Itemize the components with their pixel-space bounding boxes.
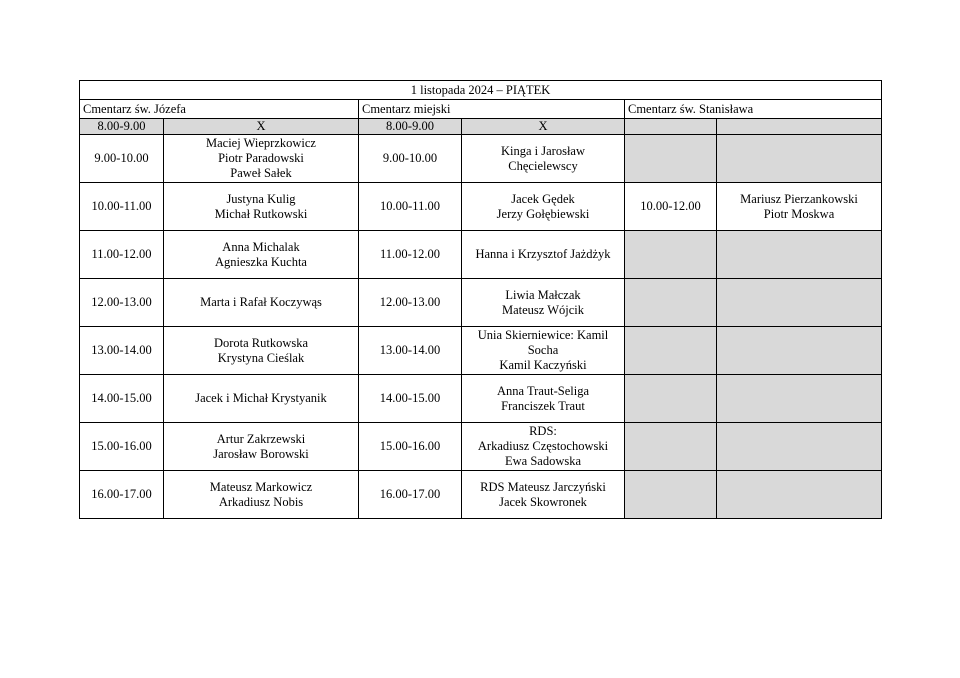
miejski-time-cell: 13.00-14.00 [359,327,462,375]
miejski-names-cell [462,423,625,471]
stanislaw-time-cell [625,375,717,423]
time-slot-row [80,279,882,327]
time-slot-row [80,471,882,519]
miejski-names-cell [462,327,625,375]
miejski-time-cell: 10.00-11.00 [359,183,462,231]
person-name: Chęcielewscy [508,158,578,173]
cemetery-stanislaw-header: Cmentarz św. Stanisława [625,100,882,119]
person-name: Ewa Sadowska [504,454,582,468]
stanislaw-first-time [625,119,717,135]
person-name: Kamil Kaczyński [499,358,587,372]
jozef-names-cell [164,279,359,327]
person-name: Anna Traut-Seliga [496,383,589,398]
person-name: Justyna Kulig [226,191,296,206]
jozef-names-cell [164,471,359,519]
stanislaw-time-cell [625,423,717,471]
jozef-names-cell [164,231,359,279]
miejski-names-cell [462,471,625,519]
time-slot-row [80,327,882,375]
stanislaw-names-cell [717,423,882,471]
stanislaw-time-cell [625,279,717,327]
stanislaw-time-cell [625,231,717,279]
stanislaw-first-names [717,119,882,135]
stanislaw-names-cell [717,375,882,423]
jozef-first-time: 8.00-9.00 [80,119,164,135]
jozef-names-cell [164,423,359,471]
miejski-first-names: X [462,119,625,135]
jozef-time-cell: 15.00-16.00 [80,423,164,471]
time-slot-row [80,375,882,423]
person-name: Maciej Wieprzkowicz [206,136,316,150]
person-name: Piotr Moskwa [763,206,835,221]
time-slot-row [80,231,882,279]
person-name: Dorota Rutkowska [213,335,309,350]
jozef-time-cell: 13.00-14.00 [80,327,164,375]
person-name: Liwia Małczak [505,287,581,302]
person-name: Jacek Skowronek [499,494,587,509]
person-name: Arkadiusz Nobis [218,494,304,509]
jozef-names-cell [164,375,359,423]
jozef-time-cell: 10.00-11.00 [80,183,164,231]
miejski-names-cell [462,375,625,423]
schedule-title: 1 listopada 2024 – PIĄTEK [80,81,882,100]
person-name: Artur Zakrzewski [216,431,306,446]
miejski-time-cell: 9.00-10.00 [359,135,462,183]
person-name: RDS: [529,424,557,438]
person-name: Paweł Sałek [230,166,292,180]
time-slot-row [80,183,882,231]
jozef-time-cell: 9.00-10.00 [80,135,164,183]
miejski-time-cell: 11.00-12.00 [359,231,462,279]
stanislaw-names-cell [717,183,882,231]
person-name: Piotr Paradowski [218,151,304,165]
stanislaw-names-cell [717,471,882,519]
miejski-first-time: 8.00-9.00 [359,119,462,135]
person-name: Anna Michalak [222,239,300,254]
cemetery-jozef-header: Cmentarz św. Józefa [80,100,359,119]
jozef-time-cell: 12.00-13.00 [80,279,164,327]
jozef-names-cell [164,135,359,183]
miejski-time-cell: 15.00-16.00 [359,423,462,471]
person-name: Kinga i Jarosław [500,143,585,158]
duty-schedule-table [79,80,882,519]
person-name: Krystyna Cieślak [217,350,305,365]
stanislaw-time-cell: 10.00-12.00 [625,183,717,231]
stanislaw-names-cell [717,135,882,183]
cemetery-miejski-header: Cmentarz miejski [359,100,625,119]
jozef-names-cell [164,327,359,375]
first-slot-row [80,119,882,135]
miejski-names-cell [462,183,625,231]
stanislaw-time-cell [625,471,717,519]
title-row [80,81,882,100]
miejski-names-cell [462,231,625,279]
person-name: Agnieszka Kuchta [215,254,307,269]
time-slot-row [80,423,882,471]
miejski-time-cell: 12.00-13.00 [359,279,462,327]
person-name: Jacek i Michał Krystyanik [195,391,327,405]
person-name: Socha [527,343,559,357]
jozef-time-cell: 14.00-15.00 [80,375,164,423]
person-name: Mateusz Wójcik [501,302,585,317]
person-name: Franciszek Traut [501,398,585,413]
time-slot-row [80,135,882,183]
cemetery-header-row [80,100,882,119]
jozef-time-cell: 11.00-12.00 [80,231,164,279]
person-name: Jerzy Gołębiewski [496,206,590,221]
stanislaw-names-cell [717,279,882,327]
stanislaw-time-cell [625,327,717,375]
miejski-names-cell [462,135,625,183]
jozef-time-cell: 16.00-17.00 [80,471,164,519]
stanislaw-names-cell [717,327,882,375]
person-name: Mateusz Markowicz [209,479,313,494]
person-name: Hanna i Krzysztof Jażdżyk [475,247,611,261]
stanislaw-time-cell [625,135,717,183]
person-name: RDS Mateusz Jarczyński [480,479,606,494]
person-name: Unia Skierniewice: Kamil [477,328,609,342]
person-name: Jarosław Borowski [213,446,309,461]
jozef-names-cell [164,183,359,231]
person-name: Arkadiusz Częstochowski [477,439,609,453]
person-name: Marta i Rafał Koczywąs [200,295,322,309]
miejski-time-cell: 14.00-15.00 [359,375,462,423]
person-name: Mariusz Pierzankowski [740,191,858,206]
miejski-names-cell [462,279,625,327]
stanislaw-names-cell [717,231,882,279]
jozef-first-names: X [164,119,359,135]
person-name: Michał Rutkowski [214,206,308,221]
person-name: Jacek Gędek [511,191,575,206]
miejski-time-cell: 16.00-17.00 [359,471,462,519]
